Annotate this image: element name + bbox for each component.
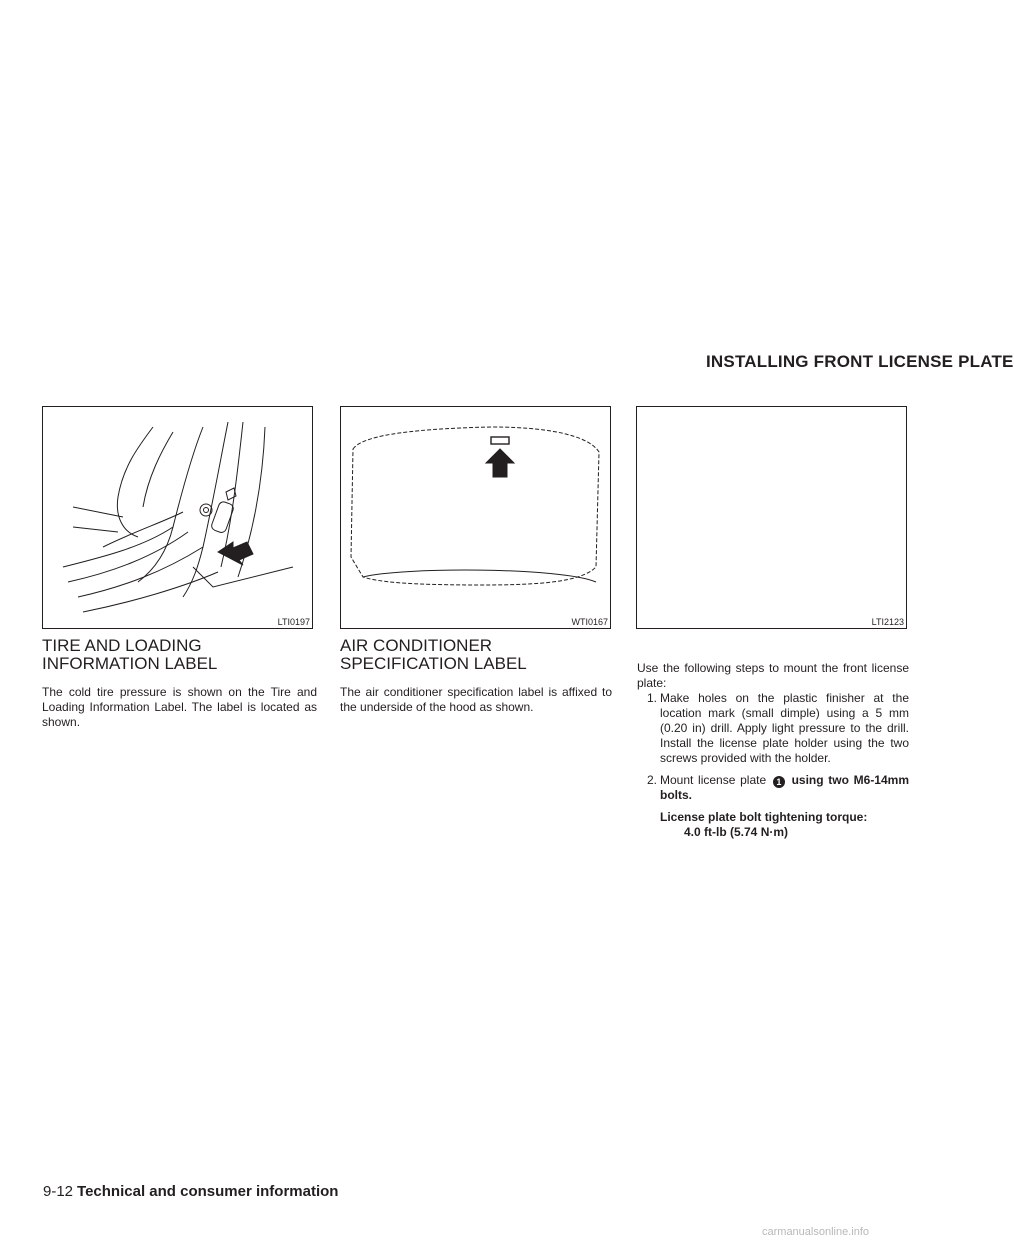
step-number: 1. xyxy=(646,691,657,705)
torque-label: License plate bolt tightening torque: xyxy=(660,810,868,824)
figure-license-plate xyxy=(636,406,907,629)
figure-code: WTI0167 xyxy=(571,617,608,627)
step-text-bold: using two M6-14mm bolts. xyxy=(660,773,909,802)
figure-code: LTI0197 xyxy=(277,617,310,627)
step-number: 2. xyxy=(646,773,657,787)
steps-list xyxy=(637,691,909,840)
hood-underside-illustration xyxy=(341,407,612,630)
intro-license-plate: Use the following steps to mount the front license plate: xyxy=(637,661,909,690)
footer-title: Technical and consumer information xyxy=(77,1183,339,1200)
step-text: Mount license plate xyxy=(660,773,767,787)
heading-ac-label: AIR CONDITIONER SPECIFICATION LABEL xyxy=(340,636,527,673)
figure-code: LTI2123 xyxy=(871,617,904,627)
torque-value: 4.0 ft-lb (5.74 N·m) xyxy=(684,825,789,839)
page-footer xyxy=(43,1183,338,1200)
section-header: INSTALLING FRONT LICENSE PLATE xyxy=(706,352,1014,371)
torque-spec xyxy=(660,810,909,840)
watermark: carmanualsonline.info xyxy=(762,1226,870,1238)
heading-tire-label: TIRE AND LOADING INFORMATION LABEL xyxy=(42,636,218,673)
figure-ac-label xyxy=(340,406,611,629)
body-ac-label: The air conditioner specification label is affixed to the underside of the hood as shown. xyxy=(340,685,612,714)
step-text: Make holes on the plastic finisher at the location mark (small dimple) using a 5 mm (0.20 in) drill. Apply light pressure to the drill. Install the license plate holder using the two screws provided with the holder. xyxy=(660,691,909,765)
list-item xyxy=(637,691,909,766)
page-number: 9-12 xyxy=(43,1183,74,1200)
callout-1-icon: 1 xyxy=(773,776,785,788)
figure-tire-label xyxy=(42,406,313,629)
body-tire-label: The cold tire pressure is shown on the Tire and Loading Information Label. The label is located as shown. xyxy=(42,685,317,729)
seat-door-pillar-illustration xyxy=(43,407,314,630)
list-item xyxy=(637,773,909,803)
